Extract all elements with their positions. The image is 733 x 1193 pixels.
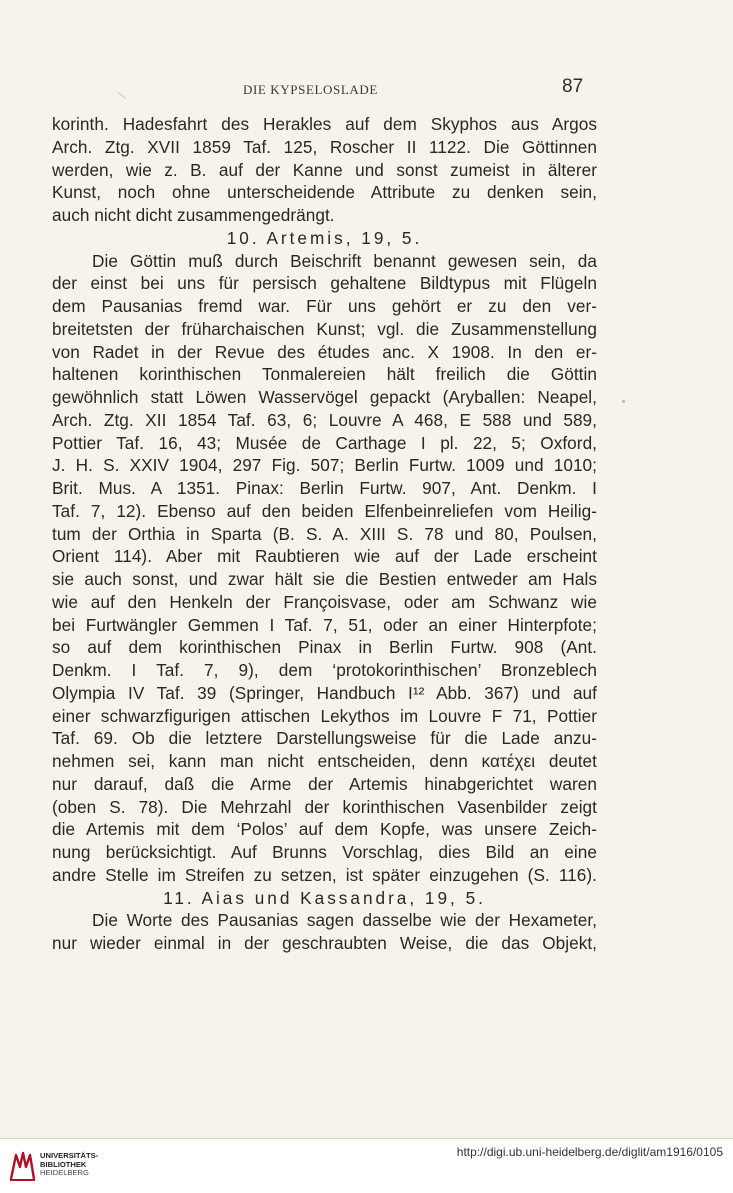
- text-line: Brit. Mus. A 1351. Pinax: Berlin Furtw. 907, Ant. Denkm. I: [52, 478, 597, 498]
- text-line: breitetsten der früharchaischen Kunst; vgl. die Zusammenstellung: [52, 318, 597, 339]
- text-line: von Radet in der Revue des études anc. X 1908. In den er-: [52, 341, 597, 362]
- text-line: Pottier Taf. 16, 43; Musée de Carthage I pl. 22, 5; Oxford,: [52, 432, 597, 453]
- text-line: der einst bei uns für persisch gehaltene Bildtypus mit Flügeln: [52, 273, 597, 294]
- running-title: DIE KYPSELOSLADE: [243, 82, 378, 97]
- text-line: korinth. Hadesfahrt des Herakles auf dem Skyphos aus Argos: [52, 114, 597, 134]
- viewer-footer: [0, 1138, 733, 1193]
- text-line: einer schwarzfigurigen attischen Lekythos im Louvre F 71, Pottier: [52, 705, 597, 726]
- text-line: Arch. Ztg. XVII 1859 Taf. 125, Roscher II 1122. Die Göttinnen: [52, 136, 597, 157]
- text-line: Die Worte des Pausanias sagen dasselbe wie der Hexameter,: [92, 910, 597, 931]
- text-line: tum der Orthia in Sparta (B. S. A. XIII S. 78 und 80, Poulsen,: [52, 523, 597, 544]
- library-name-line: UNIVERSITÄTS-: [40, 1151, 99, 1160]
- text-line: wie auf den Henkeln der Françoisvase, oder am Schwanz wie: [52, 591, 597, 612]
- section-heading: 11. Aias und Kassandra, 19, 5.: [163, 887, 486, 908]
- text-line: nung berücksichtigt. Auf Brunns Vorschlag, dies Bild an eine: [52, 842, 597, 862]
- text-line: gewöhnlich statt Löwen Wasservögel gepackt (Aryballen: Neapel,: [52, 387, 597, 407]
- text-line: Arch. Ztg. XII 1854 Taf. 63, 6; Louvre A 468, E 588 und 589,: [52, 409, 597, 430]
- text-line: sie auch sonst, und zwar hält sie die Bestien entweder am Hals: [52, 569, 597, 589]
- library-logo[interactable]: [8, 1147, 118, 1185]
- text-line: J. H. S. XXIV 1904, 297 Fig. 507; Berlin Furtw. 1009 und 1010;: [52, 455, 597, 476]
- section-heading: 10. Artemis, 19, 5.: [226, 227, 423, 248]
- text-line: Denkm. I Taf. 7, 9), dem ‘protokorinthischen’ Bronzeblech: [52, 660, 597, 680]
- text-line: nur wieder einmal in der geschraubten Weise, die das Objekt,: [52, 933, 597, 953]
- library-name-line: HEIDELBERG: [40, 1168, 89, 1178]
- running-header: [0, 78, 733, 102]
- text-line: Kunst, noch ohne unterscheidende Attribute zu denken sein,: [52, 182, 597, 203]
- text-line: (oben S. 78). Die Mehrzahl der korinthischen Vasenbilder zeigt: [52, 796, 597, 817]
- library-seal-icon: [8, 1149, 36, 1183]
- text-line: Olympia IV Taf. 39 (Springer, Handbuch I¹² Abb. 367) und auf: [52, 682, 597, 703]
- text-line: so auf dem korinthischen Pinax in Berlin Furtw. 908 (Ant.: [52, 637, 597, 658]
- page-number: 87: [562, 76, 584, 97]
- text-line: andre Stelle im Streifen zu setzen, ist später einzugehen (S. 116).: [52, 864, 597, 885]
- text-line: auch nicht dicht zusammengedrängt.: [52, 205, 335, 225]
- scan-speck: [622, 400, 625, 403]
- text-line: Orient 114). Aber mit Raubtieren wie auf der Lade erscheint: [52, 546, 597, 567]
- library-name: [40, 1152, 98, 1178]
- text-line: die Artemis mit dem ‘Polos’ auf dem Kopfe, was unsere Zeich-: [52, 819, 597, 840]
- text-line: Taf. 7, 12). Ebenso auf den beiden Elfenbeinreliefen vom Heilig-: [52, 500, 597, 521]
- permalink-url[interactable]: http://digi.ub.uni-heidelberg.de/diglit/am1916/0105: [456, 1145, 723, 1159]
- library-name-line: BIBLIOTHEK: [40, 1159, 87, 1169]
- text-line: dem Pausanias fremd war. Für uns gehört er zu den ver-: [52, 296, 597, 316]
- text-line: Taf. 69. Ob die letztere Darstellungsweise für die Lade anzu-: [52, 728, 597, 749]
- body-text: [52, 113, 597, 955]
- text-line: nehmen sei, kann man nicht entscheiden, denn κατέχει deutet: [52, 751, 597, 771]
- text-line: werden, wie z. B. auf der Kanne und sonst zumeist in älterer: [52, 159, 597, 180]
- text-line: haltenen korinthischen Tonmalereien hält freilich die Göttin: [52, 364, 597, 385]
- text-line: nur darauf, daß die Arme der Artemis hinabgerichtet waren: [52, 773, 597, 794]
- text-line: Die Göttin muß durch Beischrift benannt gewesen sein, da: [92, 250, 597, 271]
- text-line: bei Furtwängler Gemmen I Taf. 7, 51, oder an einer Hinterpfote;: [52, 614, 597, 635]
